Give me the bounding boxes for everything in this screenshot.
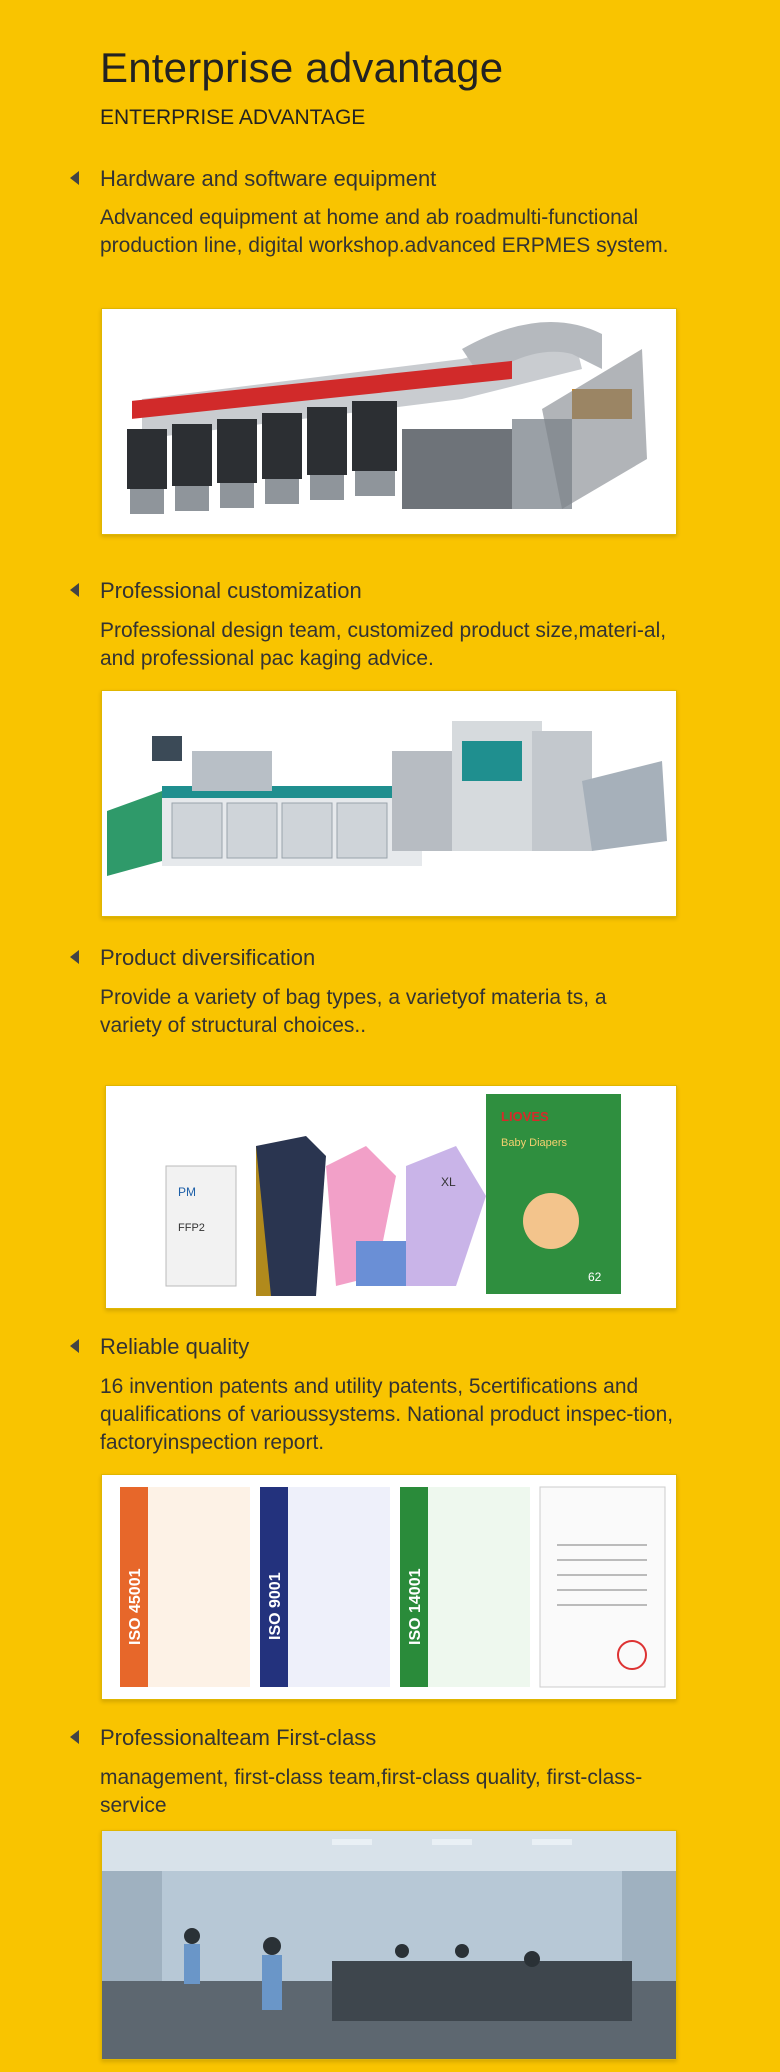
diaper-brand-label: LIOVES xyxy=(501,1109,549,1124)
size-badge-label: XL xyxy=(441,1175,456,1189)
cert-iso14001-label: ISO 14001 xyxy=(407,1568,424,1645)
cert-iso45001-label: ISO 45001 xyxy=(127,1568,144,1645)
section-description: Advanced equipment at home and ab roadmulti-functional production line, digital workshop.advanced ERPMES system. xyxy=(100,206,669,257)
cert-iso9001-label: ISO 9001 xyxy=(267,1572,284,1640)
packaging-products-photo xyxy=(105,1085,677,1309)
diaper-count-label: 62 xyxy=(588,1270,602,1284)
section-description: 16 invention patents and utility patents, 5certifications and qualifications of varioussystems. National product inspec-tion, factoryinspection report. xyxy=(100,1375,674,1454)
section-heading: Professional customization xyxy=(100,578,362,603)
bullet-arrow-icon xyxy=(70,1339,79,1353)
section-heading: Professionalteam First-class xyxy=(100,1725,377,1750)
section-heading: Hardware and software equipment xyxy=(100,166,437,191)
mask-brand-label: PM xyxy=(178,1185,196,1199)
page-title: Enterprise advantage xyxy=(100,44,504,91)
bag-making-machine-photo xyxy=(101,690,677,917)
page-subtitle: ENTERPRISE ADVANTAGE xyxy=(100,106,366,129)
section-heading: Product diversification xyxy=(100,945,316,970)
office-team-photo xyxy=(101,1830,677,2060)
diaper-name-label: Baby Diapers xyxy=(501,1137,568,1149)
section-description: management, first-class team,first-class quality, first-class-service xyxy=(100,1766,643,1817)
section-heading: Reliable quality xyxy=(100,1334,250,1359)
bullet-arrow-icon xyxy=(70,171,79,185)
printing-machine-photo xyxy=(101,308,677,535)
section-description: Provide a variety of bag types, a varietyof materia ts, a variety of structural choices.. xyxy=(100,986,607,1037)
bullet-arrow-icon xyxy=(70,1730,79,1744)
section-description: Professional design team, customized product size,materi-al, and professional pac kaging advice. xyxy=(100,619,667,670)
bullet-arrow-icon xyxy=(70,583,79,597)
bullet-arrow-icon xyxy=(70,950,79,964)
certificates-photo xyxy=(101,1474,677,1700)
mask-type-label: FFP2 xyxy=(178,1222,205,1234)
